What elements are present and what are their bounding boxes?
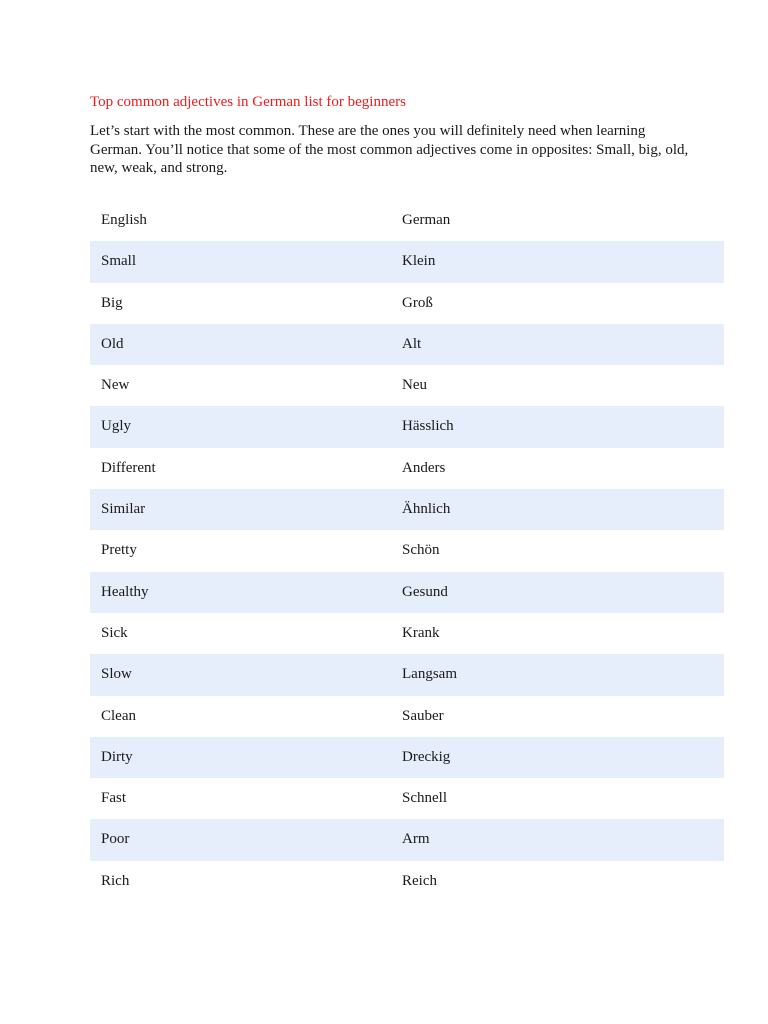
german-word: Dreckig bbox=[402, 748, 451, 765]
english-word: Slow bbox=[101, 666, 132, 683]
table-header-row bbox=[90, 200, 724, 241]
table-row bbox=[90, 778, 724, 819]
german-word: Klein bbox=[402, 253, 436, 270]
german-word: Gesund bbox=[402, 583, 448, 600]
german-word: Arm bbox=[402, 831, 430, 848]
german-word: Schnell bbox=[402, 790, 447, 807]
english-word: Different bbox=[101, 459, 156, 476]
english-word: Small bbox=[101, 253, 137, 270]
german-word: Langsam bbox=[402, 666, 457, 683]
english-word: Big bbox=[101, 294, 123, 311]
header-german: German bbox=[402, 212, 451, 228]
table-row bbox=[90, 406, 724, 447]
english-word: Fast bbox=[101, 790, 127, 807]
german-word: Alt bbox=[402, 335, 422, 352]
table-row bbox=[90, 696, 724, 737]
table-row bbox=[90, 819, 724, 860]
table-row bbox=[90, 861, 724, 902]
table-row bbox=[90, 613, 724, 654]
german-word: Schön bbox=[402, 542, 440, 559]
header-english: English bbox=[101, 212, 147, 228]
table-row bbox=[90, 572, 724, 613]
intro-paragraph: Let’s start with the most common. These are the ones you will definitely need when learning German. You’ll notice that some of the most common adjectives come in opposites: Small, big, old, new, weak, and strong. bbox=[90, 123, 689, 176]
german-word: Hässlich bbox=[402, 418, 454, 435]
table-row bbox=[90, 241, 724, 282]
table-row bbox=[90, 365, 724, 406]
german-word: Neu bbox=[402, 377, 427, 394]
english-word: Old bbox=[101, 335, 124, 352]
table-row bbox=[90, 654, 724, 695]
table-row bbox=[90, 489, 724, 530]
german-word: Sauber bbox=[402, 707, 444, 724]
english-word: Pretty bbox=[101, 542, 137, 559]
german-word: Krank bbox=[402, 624, 440, 641]
table-row bbox=[90, 448, 724, 489]
german-word: Ähnlich bbox=[402, 501, 451, 518]
german-word: Anders bbox=[402, 459, 446, 476]
english-word: Similar bbox=[101, 501, 146, 518]
table-row bbox=[90, 324, 724, 365]
english-word: New bbox=[101, 377, 130, 394]
table-row bbox=[90, 737, 724, 778]
english-word: Rich bbox=[101, 872, 130, 889]
adjectives-table bbox=[90, 200, 724, 902]
english-word: Dirty bbox=[101, 748, 133, 765]
german-word: Groß bbox=[402, 294, 433, 311]
english-word: Ugly bbox=[101, 418, 131, 435]
table-row bbox=[90, 283, 724, 324]
german-word: Reich bbox=[402, 872, 437, 889]
english-word: Clean bbox=[101, 707, 136, 724]
english-word: Healthy bbox=[101, 583, 149, 600]
english-word: Poor bbox=[101, 831, 130, 848]
english-word: Sick bbox=[101, 624, 128, 641]
table-row bbox=[90, 530, 724, 571]
section-heading: Top common adjectives in German list for beginners bbox=[90, 94, 406, 110]
